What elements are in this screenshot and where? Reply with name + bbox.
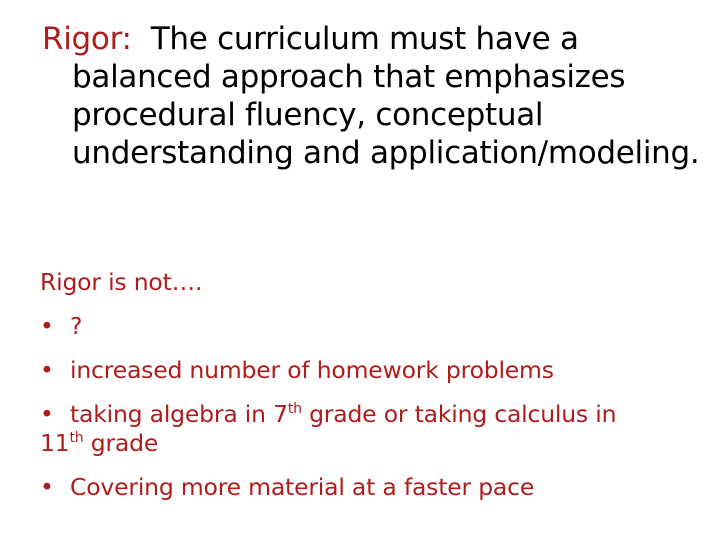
heading-text: The curriculum must have a balanced approach that emphasizes procedural fluency, conceptual understanding and application/modeling. (72, 21, 700, 171)
heading-label: Rigor: (42, 21, 132, 57)
bullet-dot-icon: • (40, 356, 54, 384)
bullet-text: Covering more material at a faster pace (70, 473, 535, 501)
bullet-text-continued: 11th grade (40, 429, 159, 457)
slide-heading (42, 20, 712, 172)
bullet-text: taking algebra in 7th grade or taking calculus in (70, 400, 617, 428)
bullet-item-4 (40, 473, 690, 502)
bullet-dot-icon: • (40, 473, 54, 501)
bullet-dot-icon: • (40, 312, 54, 340)
bullet-text: ? (70, 312, 83, 340)
bullet-item-1 (40, 312, 690, 341)
bullet-item-3 (40, 400, 690, 458)
bullet-dot-icon: • (40, 400, 54, 428)
bullet-text: increased number of homework problems (70, 356, 554, 384)
bullet-item-2 (40, 356, 690, 385)
intro-line: Rigor is not…. (40, 268, 203, 296)
slide-body (40, 268, 690, 502)
